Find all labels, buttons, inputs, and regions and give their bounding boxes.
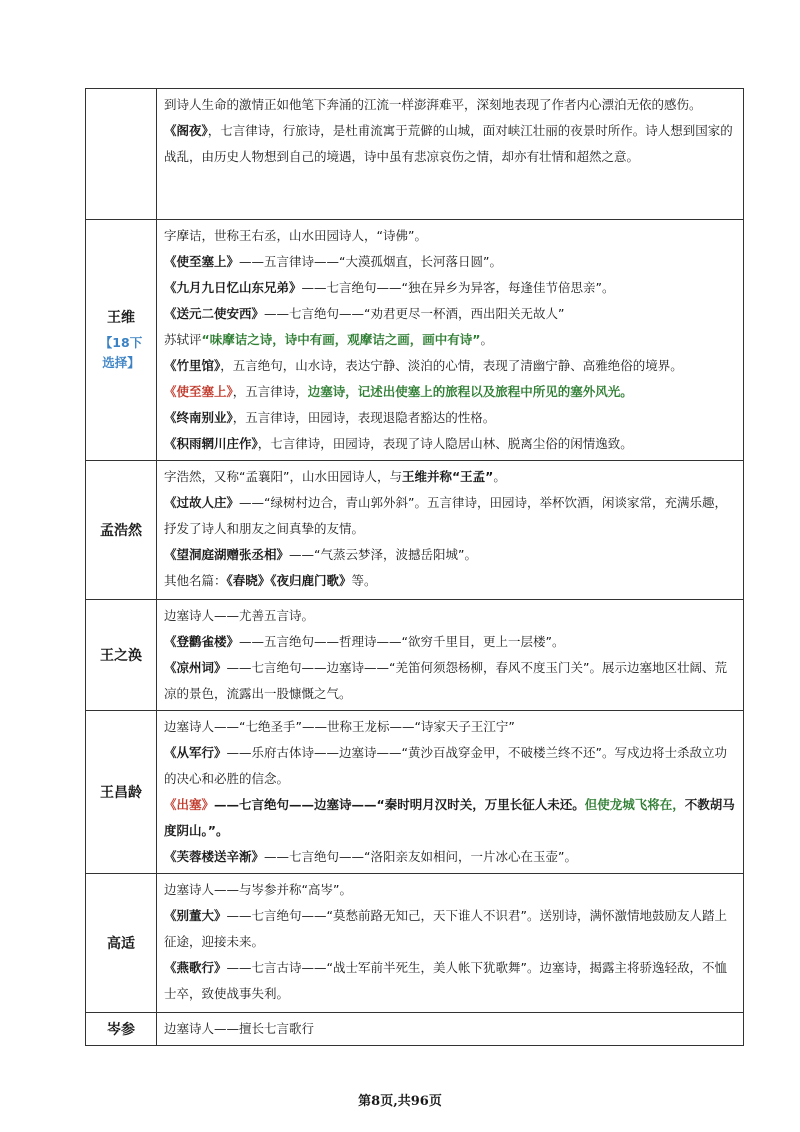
table-row	[86, 89, 744, 220]
paragraph	[164, 379, 737, 405]
poem-title: 《九月九日忆山东兄弟》	[164, 280, 302, 295]
paragraph	[164, 955, 737, 1007]
paragraph: 边塞诗人——“七绝圣手”——世称王龙标——“诗家天子王江宁”	[164, 719, 515, 734]
poem-title: 《竹里馆》	[164, 358, 221, 373]
paragraph	[164, 249, 737, 275]
poem-title: 《燕歌行》	[164, 960, 227, 975]
poet-name-cell	[86, 220, 157, 461]
poem-title: 《望洞庭湖赠张丞相》	[164, 547, 290, 562]
paragraph-text: 其他名篇：	[164, 573, 227, 588]
paragraph-text: ，五言律诗，田园诗，表现退隐者豁达的性格。	[232, 410, 496, 425]
paragraph	[164, 118, 737, 170]
paragraph-text: ——乐府古体诗——边塞诗——“黄沙百战穿金甲，不破楼兰终不还”。写戍边将士杀敌立功的决心和必胜的信念。	[164, 745, 727, 786]
paragraph-text: 。	[493, 469, 506, 484]
poem-title: 《凉州词》	[164, 660, 227, 675]
paragraph-text: 等。	[351, 573, 377, 588]
poet-name-cell	[86, 89, 157, 220]
highlight-quote: “味摩诘之诗，诗中有画，观摩诘之画，画中有诗”	[201, 332, 481, 347]
paragraph: 字摩诘，世称王右丞，山水田园诗人，“诗佛”。	[164, 228, 427, 243]
paragraph: 到诗人生命的激情正如他笔下奔涌的江流一样澎湃难平，深刻地表现了作者内心漂泊无依的感伤。	[164, 97, 702, 112]
poem-title: 《过故人庄》	[164, 495, 240, 510]
poem-title: 《登鹳雀楼》	[164, 634, 240, 649]
paragraph	[164, 275, 737, 301]
content-cell	[157, 600, 744, 711]
poet-name-cell	[86, 461, 157, 600]
paragraph-text: ——五言绝句——哲理诗——“欲穷千里目，更上一层楼”。	[239, 634, 565, 649]
paragraph	[164, 629, 737, 655]
poem-title: 《阁夜》	[164, 123, 208, 138]
content-cell	[157, 1013, 744, 1046]
page-footer: 第8页,共96页	[358, 1094, 442, 1109]
paragraph	[164, 903, 737, 955]
poet-name: 王之涣	[100, 648, 142, 664]
paragraph-text: ——五言律诗——“大漠孤烟直，长河落日圆”。	[239, 254, 502, 269]
paragraph-text: ——七言绝句——边塞诗——“羌笛何须怨杨柳，春风不度玉门关”。展示边塞地区壮阔、荒凉的景色，流露出一股慷慨之气。	[164, 660, 727, 701]
paragraph: 边塞诗人——尤善五言诗。	[164, 608, 315, 623]
poet-name-cell	[86, 874, 157, 1013]
content-cell	[157, 220, 744, 461]
poet-name: 王昌龄	[100, 785, 142, 801]
poem-title: 《积雨辋川庄作》	[164, 436, 258, 451]
paragraph	[164, 792, 737, 844]
paragraph	[164, 405, 737, 431]
paragraph	[164, 542, 737, 568]
poem-title: 《使至塞上》	[164, 254, 240, 269]
paragraph-text: ——七言绝句——“劝君更尽一杯酒，西出阳关无故人”	[264, 306, 565, 321]
poet-name-cell	[86, 600, 157, 711]
poet-name: 高适	[107, 936, 135, 952]
paragraph-text: ——七言绝句——“洛阳亲友如相问，一片冰心在玉壶”。	[264, 849, 577, 864]
table-row	[86, 874, 744, 1013]
poem-title-highlight: 《出塞》	[164, 797, 215, 812]
paragraph-text: ，五言绝句，山水诗，表达宁静、淡泊的心情，表现了清幽宁静、高雅绝俗的境界。	[220, 358, 683, 373]
content-cell	[157, 711, 744, 874]
paragraph	[164, 655, 737, 707]
content-cell	[157, 89, 744, 220]
paragraph: 边塞诗人——擅长七言歌行	[164, 1021, 315, 1036]
paragraph	[164, 353, 737, 379]
exam-tag: 【18下选择】	[99, 335, 143, 370]
paragraph-text: ——“绿树村边合，青山郭外斜”。五言律诗，田园诗，举杯饮酒，闲谈家常，充满乐趣，抒发了诗人和朋友之间真挚的友情。	[164, 495, 727, 536]
table-row	[86, 711, 744, 874]
paragraph	[164, 740, 737, 792]
poem-title: 《春晓》《夜归鹿门歌》	[226, 573, 352, 588]
paragraph	[164, 327, 737, 353]
paragraph	[164, 568, 737, 594]
table-row	[86, 1013, 744, 1046]
poet-name: 王维	[107, 310, 135, 326]
bold-text: ——七言绝句——边塞诗——“秦时明月汉时关，万里长征人未还。	[214, 797, 585, 812]
paragraph-text: ——“气蒸云梦泽，波撼岳阳城”。	[289, 547, 477, 562]
content-cell	[157, 874, 744, 1013]
paragraph-text: 。	[480, 332, 493, 347]
paragraph-text: ，五言律诗，	[232, 384, 308, 399]
paragraph-text: ，七言律诗，田园诗，表现了诗人隐居山林、脱离尘俗的闲情逸致。	[257, 436, 633, 451]
paragraph-text: ——七言绝句——“莫愁前路无知己，天下谁人不识君”。送别诗，满怀激情地鼓励友人踏上征途，迎接未来。	[164, 908, 727, 949]
poem-title-highlight: 《使至塞上》	[164, 384, 233, 399]
poet-name-cell	[86, 1013, 157, 1046]
paragraph-text: 苏轼评	[164, 332, 202, 347]
highlight-text: 边塞诗，记述出使塞上的旅程以及旅程中所见的塞外风光。	[307, 384, 633, 399]
poet-name: 孟浩然	[100, 523, 142, 539]
highlight-text: 但使龙城飞将在，	[584, 797, 685, 812]
paragraph-text: ——七言绝句——“独在异乡为异客，每逢佳节倍思亲”。	[301, 280, 615, 295]
paragraph: 边塞诗人——与岑参并称“高岑”。	[164, 882, 352, 897]
poem-title: 《从军行》	[164, 745, 227, 760]
poet-name-cell	[86, 711, 157, 874]
poem-title: 《别董大》	[164, 908, 227, 923]
paragraph-text: ——七言古诗——“战士军前半死生，美人帐下犹歌舞”。边塞诗，揭露主将骄逸轻敌，不恤士卒，致使战事失利。	[164, 960, 727, 1001]
poem-title: 《送元二使安西》	[164, 306, 265, 321]
poem-title: 《芙蓉楼送辛渐》	[164, 849, 265, 864]
paragraph-text: 字浩然，又称“孟襄阳”，山水田园诗人，与	[164, 469, 402, 484]
paragraph-text: ，七言律诗，行旅诗，是杜甫流寓于荒僻的山城，面对峡江壮丽的夜景时所作。诗人想到国家的战乱，由历史人物想到自己的境遇，诗中虽有悲凉哀伤之情，却亦有壮情和超然之意。	[164, 123, 733, 164]
content-cell	[157, 461, 744, 600]
bold-text: 不教胡马度阴山。”。	[164, 797, 735, 838]
poets-table	[85, 88, 744, 1046]
paragraph	[164, 301, 737, 327]
poet-name: 岑参	[107, 1022, 135, 1038]
table-row	[86, 220, 744, 461]
table-row	[86, 600, 744, 711]
bold-text: 王维并称“王孟”	[401, 469, 494, 484]
paragraph	[164, 464, 737, 490]
poem-title: 《终南别业》	[164, 410, 233, 425]
paragraph	[164, 844, 737, 870]
paragraph	[164, 490, 737, 542]
paragraph	[164, 431, 737, 457]
table-row	[86, 461, 744, 600]
